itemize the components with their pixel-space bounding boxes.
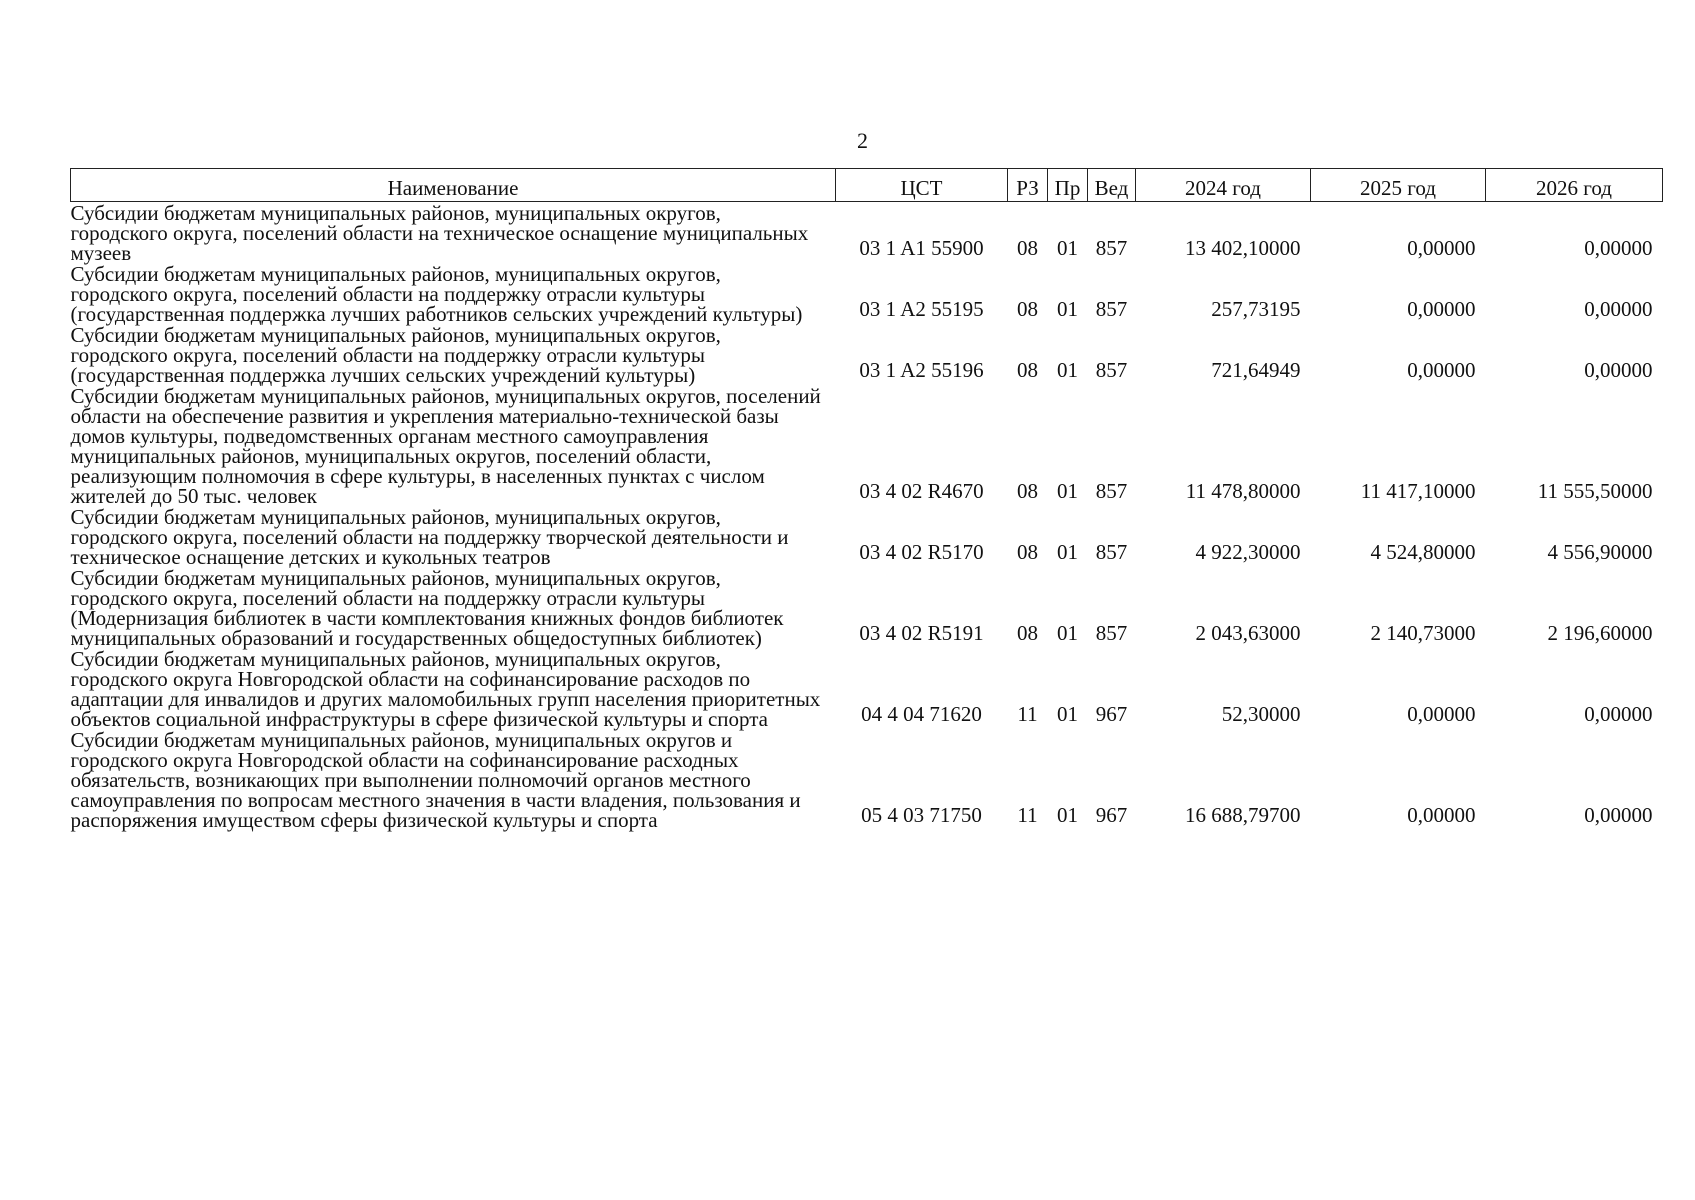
row-2026: 0,00000 [1584, 358, 1653, 382]
row-rz: 08 [1017, 358, 1038, 382]
row-ved: 857 [1095, 540, 1128, 564]
row-2026: 4 556,90000 [1547, 540, 1653, 564]
row-rz: 11 [1017, 702, 1038, 726]
row-cst: 05 4 03 71750 [861, 803, 982, 827]
row-rz: 08 [1017, 621, 1038, 645]
row-cst: 03 1 A1 55900 [859, 236, 984, 260]
row-rz: 08 [1017, 297, 1038, 321]
row-ved: 967 [1095, 702, 1128, 726]
row-2024: 2 043,63000 [1195, 621, 1301, 645]
row-2025: 0,00000 [1407, 803, 1476, 827]
row-2024: 4 922,30000 [1195, 540, 1301, 564]
row-ved: 857 [1095, 236, 1128, 260]
header-2024: 2024 год [1136, 169, 1311, 202]
row-2026: 0,00000 [1584, 297, 1653, 321]
row-2024: 257,73195 [1211, 297, 1301, 321]
row-2026: 11 555,50000 [1537, 479, 1653, 503]
header-pr: Пр [1048, 169, 1088, 202]
table-row [71, 324, 1663, 385]
page-number: 2 [857, 128, 868, 153]
row-pr: 01 [1057, 479, 1078, 503]
row-pr: 01 [1057, 702, 1078, 726]
header-ved: Вед [1088, 169, 1136, 202]
row-rz: 08 [1017, 236, 1038, 260]
row-name: Субсидии бюджетам муниципальных районов, муниципальных округов, городского округа, поселений области на поддержку отрасли культуры (Модернизация библиотек в части комплектования книжных фондов библиотек муниципальных образований и государственных общедоступных библиотек) [70, 566, 784, 650]
header-name: Наименование [71, 169, 836, 202]
row-cst: 03 4 02 R5191 [859, 621, 984, 645]
row-cst: 03 1 A2 55196 [859, 358, 984, 382]
row-name: Субсидии бюджетам муниципальных районов, муниципальных округов, городского округа, поселений области на поддержку отрасли культуры (государственная поддержка лучших сельских учреждений культуры) [70, 323, 721, 387]
row-name: Субсидии бюджетам муниципальных районов, муниципальных округов, городского округа, поселений области на поддержку творческой деятельности и техническое оснащение детских и кукольных театров [70, 505, 789, 569]
budget-table [70, 168, 1663, 830]
row-2024: 13 402,10000 [1185, 236, 1301, 260]
header-rz: РЗ [1008, 169, 1048, 202]
row-pr: 01 [1057, 236, 1078, 260]
row-2025: 0,00000 [1407, 358, 1476, 382]
row-name: Субсидии бюджетам муниципальных районов, муниципальных округов, городского округа Новгородской области на софинансирование расходов по адаптации для инвалидов и других маломобильных групп населения приоритетных объектов социальной инфраструктуры в сфере физической культуры и спорта [70, 647, 821, 731]
row-name: Субсидии бюджетам муниципальных районов, муниципальных округов, городского округа, поселений области на поддержку отрасли культуры (государственная поддержка лучших работников сельских учреждений культуры) [70, 262, 803, 326]
table-row [71, 202, 1663, 264]
row-2024: 16 688,79700 [1185, 803, 1301, 827]
row-ved: 857 [1095, 621, 1128, 645]
header-2025: 2025 год [1311, 169, 1486, 202]
header-cst: ЦСТ [836, 169, 1008, 202]
table-row [71, 385, 1663, 506]
row-rz: 08 [1017, 479, 1038, 503]
row-pr: 01 [1057, 621, 1078, 645]
row-pr: 01 [1057, 297, 1078, 321]
table-row [71, 263, 1663, 324]
row-cst: 03 4 02 R5170 [859, 540, 984, 564]
row-2024: 11 478,80000 [1185, 479, 1301, 503]
row-ved: 857 [1095, 358, 1128, 382]
row-2026: 0,00000 [1584, 803, 1653, 827]
header-2026: 2026 год [1486, 169, 1663, 202]
row-2025: 4 524,80000 [1370, 540, 1476, 564]
row-2025: 2 140,73000 [1370, 621, 1476, 645]
row-2025: 0,00000 [1407, 297, 1476, 321]
row-ved: 967 [1095, 803, 1128, 827]
table-row [71, 648, 1663, 729]
row-pr: 01 [1057, 803, 1078, 827]
row-cst: 03 4 02 R4670 [859, 479, 984, 503]
row-2025: 11 417,10000 [1360, 479, 1476, 503]
row-2026: 0,00000 [1584, 702, 1653, 726]
row-ved: 857 [1095, 297, 1128, 321]
row-pr: 01 [1057, 358, 1078, 382]
row-2025: 0,00000 [1407, 236, 1476, 260]
table-row [71, 506, 1663, 567]
row-ved: 857 [1095, 479, 1128, 503]
row-name: Субсидии бюджетам муниципальных районов, муниципальных округов и городского округа Новгородской области на софинансирование расходных обязательств, возникающих при выполнении полномочий органов местного самоуправления по вопросам местного значения в части владения, пользования и распоряжения имуществом сферы физической культуры и спорта [70, 728, 801, 832]
row-2024: 52,30000 [1221, 702, 1301, 726]
row-2026: 0,00000 [1584, 236, 1653, 260]
table-row [71, 567, 1663, 648]
row-2026: 2 196,60000 [1547, 621, 1653, 645]
row-rz: 11 [1017, 803, 1038, 827]
row-2025: 0,00000 [1407, 702, 1476, 726]
row-name: Субсидии бюджетам муниципальных районов, муниципальных округов, городского округа, поселений области на техническое оснащение муниципальных музеев [70, 201, 809, 265]
row-rz: 08 [1017, 540, 1038, 564]
table-row [71, 729, 1663, 830]
row-cst: 04 4 04 71620 [861, 702, 982, 726]
row-name: Субсидии бюджетам муниципальных районов, муниципальных округов, поселений области на обеспечение развития и укрепления материально-технической базы домов культуры, подведомственных органам местного самоуправления муниципальных районов, муниципальных округов, поселений области, реализующим полномочия в сфере культуры, в населенных пунктах с числом жителей до 50 тыс. человек [70, 384, 821, 508]
row-cst: 03 1 A2 55195 [859, 297, 984, 321]
table-header-row [71, 169, 1663, 202]
row-pr: 01 [1057, 540, 1078, 564]
row-2024: 721,64949 [1211, 358, 1301, 382]
